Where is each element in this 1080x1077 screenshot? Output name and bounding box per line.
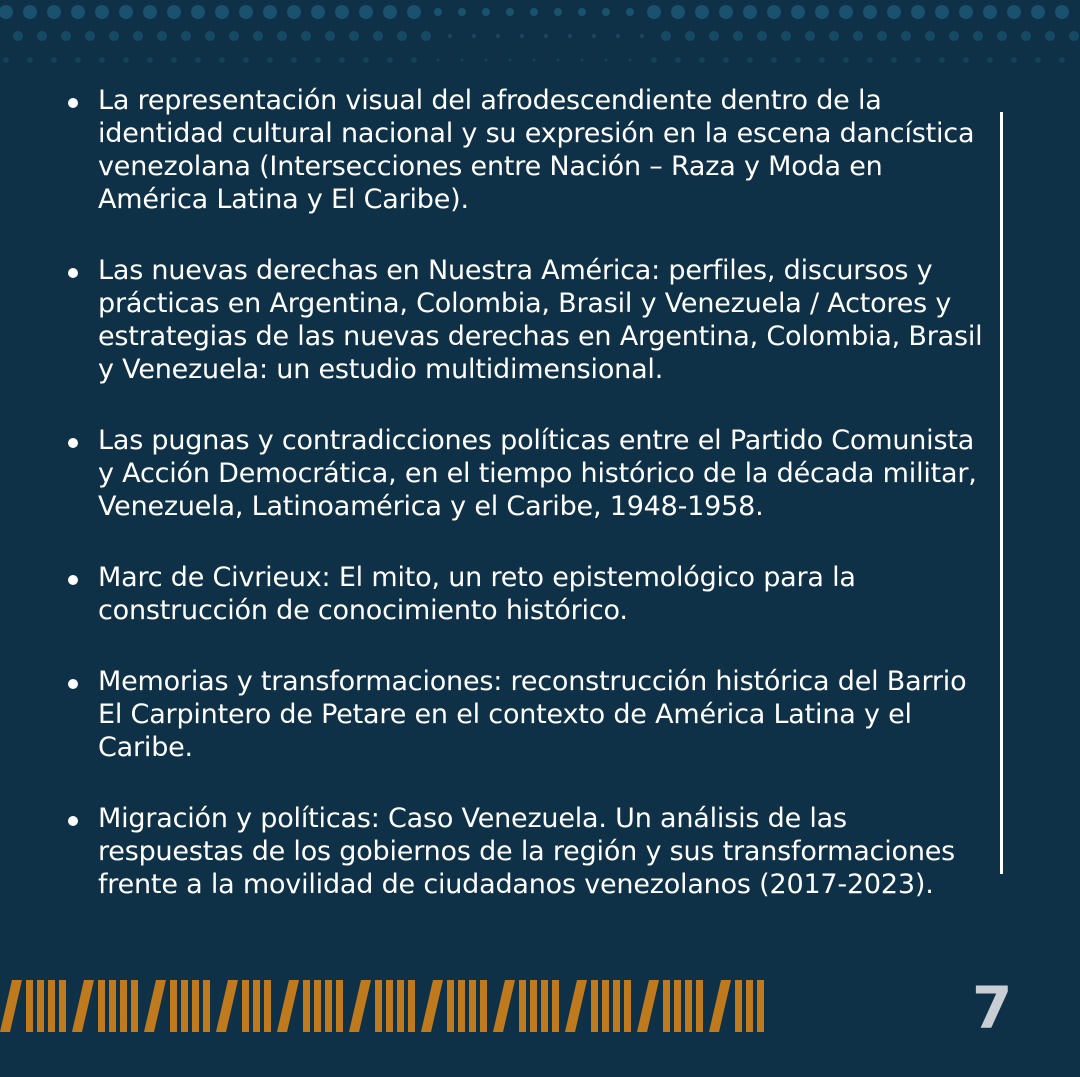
page-number: 7	[972, 974, 1013, 1042]
list-item: Marc de Civrieux: El mito, un reto epistemológico para la construcción de conocimiento histórico.	[98, 561, 988, 627]
topic-list	[98, 84, 988, 939]
list-item: Las nuevas derechas en Nuestra América: perfiles, discursos y prácticas en Argentina, Colombia, Brasil y Venezuela / Actores y estrategias de las nuevas derechas en Argentina, Colombia, Brasil y Venezuela: un estudio multidimensional.	[98, 254, 988, 386]
list-item: Migración y políticas: Caso Venezuela. Un análisis de las respuestas de los gobiernos de la región y sus transformaciones frente a la movilidad de ciudadanos venezolanos (2017-2023).	[98, 802, 988, 901]
list-item: Memorias y transformaciones: reconstrucción histórica del Barrio El Carpintero de Petare en el contexto de América Latina y el Caribe.	[98, 665, 988, 764]
list-item: La representación visual del afrodescendiente dentro de la identidad cultural nacional y su expresión en la escena dancística venezolana (Intersecciones entre Nación – Raza y Moda en América Latina y El Caribe).	[98, 84, 988, 216]
list-item: Las pugnas y contradicciones políticas entre el Partido Comunista y Acción Democrática, en el tiempo histórico de la década militar, Venezuela, Latinoamérica y el Caribe, 1948-1958.	[98, 424, 988, 523]
vertical-divider	[1000, 112, 1003, 874]
dot-pattern-decoration	[0, 0, 1080, 90]
stripe-bar-decoration	[0, 980, 912, 1032]
